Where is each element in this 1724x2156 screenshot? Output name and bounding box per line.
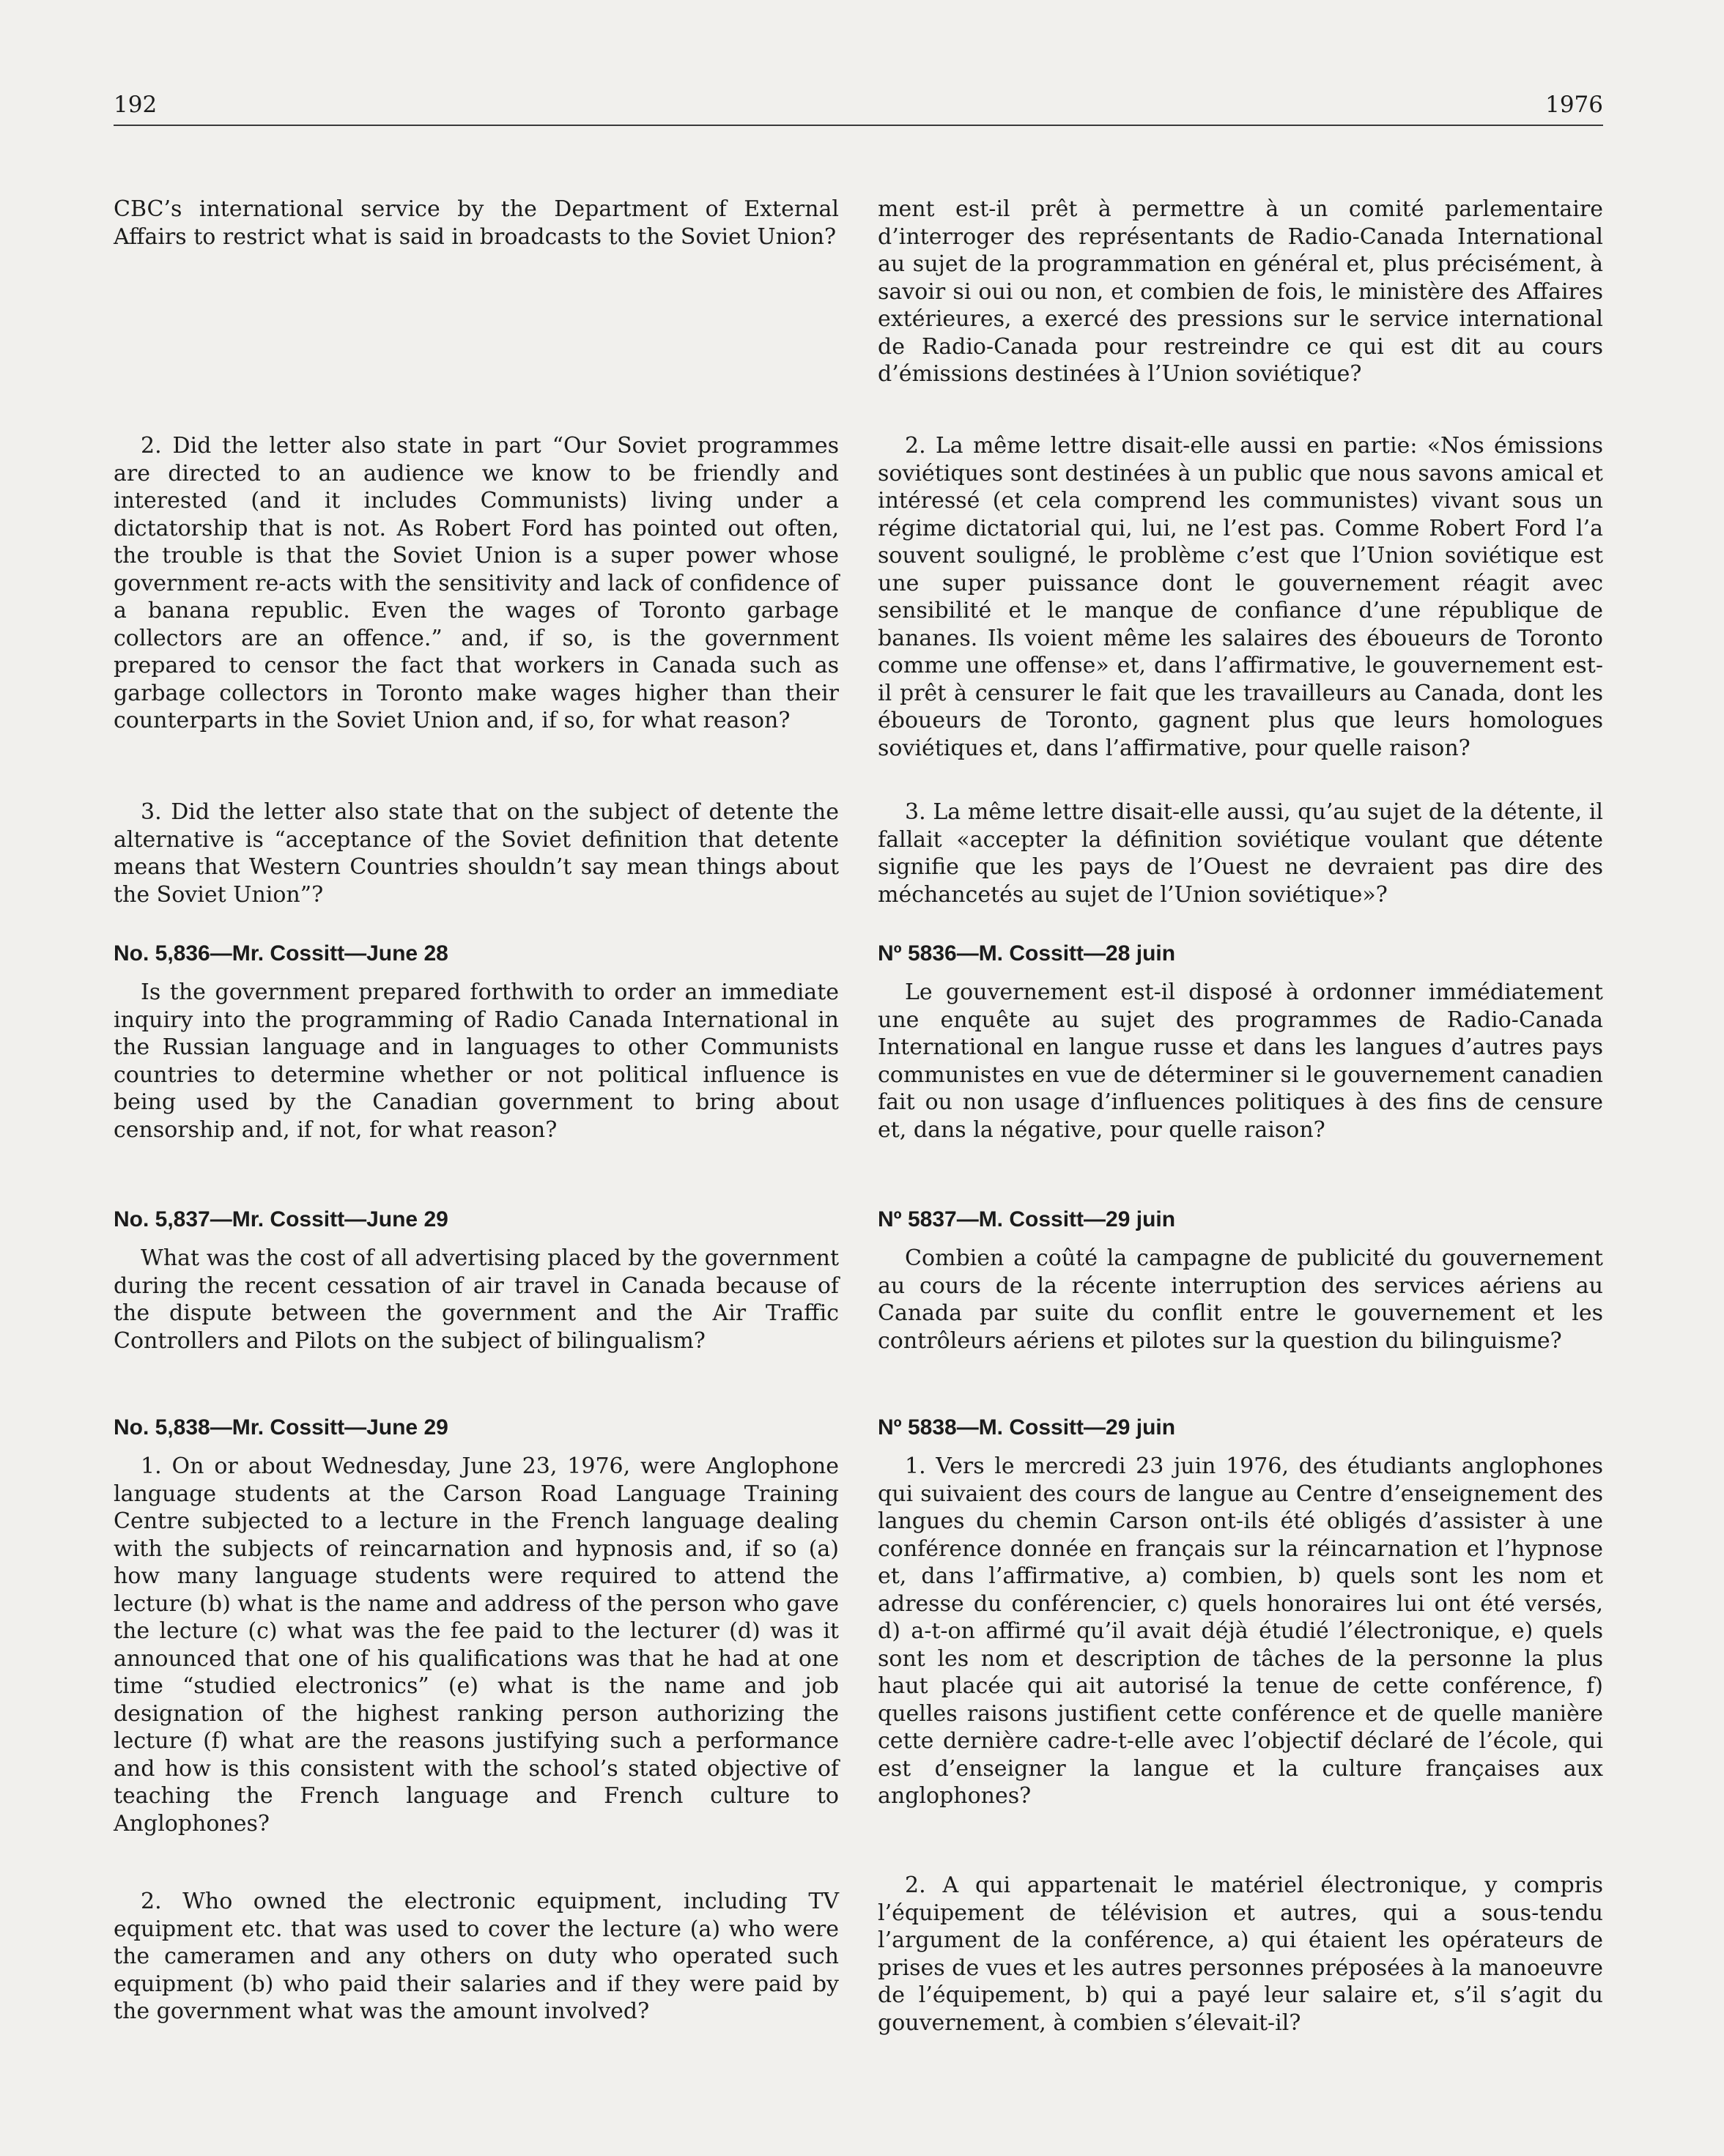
en-text-5837: What was the cost of all advertising placed by the government during the recent cessation of air travel in Canada because of the dispute between the government and the Air Traffic Controllers and Pilots on the subject of bilingualism? <box>114 1245 839 1354</box>
fr-text-5838-part-1: 1. Vers le mercredi 23 juin 1976, des étudiants anglophones qui suivaient des cours de langue au Centre d’enseignement des langues du chemin Carson ont-ils été obligés d’assister à une conférence donnée en français sur la réincarnation et l’hypnose et, dans l’affirmative, a) combien, b) quels sont les nom et adresse du conférencier, c) quels honoraires lui ont été versés, d) a-t-on affirmé qu’il avait déjà étudié l’électronique, e) quels sont les nom et description de tâches de la personne la plus haut placée qui ait autorisé la tenue de cette conférence, f) quelles raisons justifient cette conférence et de quelle manière cette dernière cadre-t-elle avec l’objectif déclaré de l’école, qui est d’enseigner la langue et la culture françaises aux anglophones? <box>878 1453 1603 1809</box>
page-number: 192 <box>114 92 158 118</box>
en-question-5837 <box>114 1207 839 1355</box>
fr-question-5838-part-2: 2. A qui appartenait le matériel électronique, y compris l’équipement de télévision et autres, qui a sous-tendu l’argument de la conférence, a) qui étaient les opérateurs de prises de vues et les autres personnes préposées à la manoeuvre de l’équipement, b) qui a payé leur salaire et, s’il s’agit du gouvernement, à combien s’élevait-il? <box>878 1872 1603 2036</box>
fr-question-5836 <box>878 941 1603 1144</box>
en-question-5838-part-2: 2. Who owned the electronic equipment, including TV equipment etc. that was used to cover the lecture (a) who were the cameramen and any others on duty who operated such equipment (b) who paid their salaries and if they were paid by the government what was the amount involved? <box>114 1889 839 2024</box>
page-year: 1976 <box>1545 92 1603 118</box>
en-text-5838-part-1: 1. On or about Wednesday, June 23, 1976, were Anglophone language students at the Carson Road Language Training Centre subjected to a lecture in the French language dealing with the subjects of reincarnation and hypnosis and, if so (a) how many language students were required to attend the lecture (b) what is the name and address of the person who gave the lecture (c) what was the fee paid to the lecturer (d) was it announced that one of his qualifications was that he had at one time “studied electronics” (e) what is the name and job designation of the highest ranking person authorizing the lecture (f) what are the reasons justifying such a performance and how is this consistent with the school’s stated objective of teaching the French language and French culture to Anglophones? <box>114 1453 839 1837</box>
fr-question-5838 <box>878 1415 1603 1810</box>
en-question-2: 2. Did the letter also state in part “Our Soviet programmes are directed to an audience we know to be friendly and interested (and it includes Communists) living under a dictatorship that is not. As Robert Ford has pointed out often, the trouble is that the Soviet Union is a super power whose government re-acts with the sensitivity and lack of confidence of a banana republic. Even the wages of Toronto garbage collectors are an offence.” and, if so, is the government prepared to censor the fact that workers in Canada such as garbage collectors in Toronto make wages higher than their counterparts in the Soviet Union and, if so, for what reason? <box>114 433 839 733</box>
page-header <box>114 89 1603 126</box>
en-question-5838 <box>114 1415 839 1837</box>
en-heading-5837: No. 5,837—Mr. Cossitt—June 29 <box>114 1207 448 1231</box>
en-heading-5838: No. 5,838—Mr. Cossitt—June 29 <box>114 1415 448 1440</box>
en-continuation: CBC’s international service by the Department of External Affairs to restrict what is said in broadcasts to the Soviet Union? <box>114 196 839 250</box>
fr-heading-5836: Nº 5836—M. Cossitt—28 juin <box>878 941 1176 966</box>
en-question-3: 3. Did the letter also state that on the subject of detente the alternative is “acceptance of the Soviet definition that detente means that Western Countries shouldn’t say mean things about the Soviet Union”? <box>114 799 839 908</box>
fr-text-5837: Combien a coûté la campagne de publicité du gouvernement au cours de la récente interruption des services aériens au Canada par suite du conflit entre le gouvernement et les contrôleurs aériens et pilotes sur la question du bilinguisme? <box>878 1245 1603 1354</box>
fr-question-3: 3. La même lettre disait-elle aussi, qu’au sujet de la détente, il fallait «accepter la définition soviétique voulant que détente signifie que les pays de l’Ouest ne devraient pas dire des méchancetés au sujet de l’Union soviétique»? <box>878 799 1603 908</box>
fr-question-5837 <box>878 1207 1603 1355</box>
en-heading-5836: No. 5,836—Mr. Cossitt—June 28 <box>114 941 448 966</box>
fr-continuation: ment est-il prêt à permettre à un comité parlementaire d’interroger des représentants de Radio-Canada International au sujet de la programmation en général et, plus précisément, à savoir si oui ou non, et combien de fois, le ministère des Affaires extérieures, a exercé des pressions sur le service international de Radio-Canada pour restreindre ce qui est dit au cours d’émissions destinées à l’Union soviétique? <box>878 196 1603 387</box>
fr-heading-5838: Nº 5838—M. Cossitt—29 juin <box>878 1415 1176 1440</box>
en-question-5836 <box>114 941 839 1144</box>
en-text-5836: Is the government prepared forthwith to order an immediate inquiry into the programming of Radio Canada International in the Russian language and in languages to other Communists countries to determine whether or not political influence is being used by the Canadian government to bring about censorship and, if not, for what reason? <box>114 979 839 1143</box>
fr-heading-5837: Nº 5837—M. Cossitt—29 juin <box>878 1207 1176 1231</box>
fr-text-5836: Le gouvernement est-il disposé à ordonner immédiatement une enquête au sujet des programmes de Radio-Canada International en langue russe et dans les langues d’autres pays communistes en vue de déterminer si le gouvernement canadien fait ou non usage d’influences politiques à des fins de censure et, dans la négative, pour quelle raison? <box>878 979 1603 1143</box>
fr-question-2: 2. La même lettre disait-elle aussi en partie: «Nos émissions soviétiques sont destinées à un public que nous savons amical et intéressé (et cela comprend les communistes) vivant sous un régime dictatorial qui, lui, ne l’est pas. Comme Robert Ford l’a souvent souligné, le problème c’est que l’Union soviétique est une super puissance dont le gouvernement réagit avec sensibilité et le manque de confiance d’une république de bananes. Ils voient même les salaires des éboueurs de Toronto comme une offense» et, dans l’affirmative, le gouvernement est-il prêt à censurer le fait que les travailleurs au Canada, dont les éboueurs de Toronto, gagnent plus que leurs homologues soviétiques et, dans l’affirmative, pour quelle raison? <box>878 433 1603 761</box>
